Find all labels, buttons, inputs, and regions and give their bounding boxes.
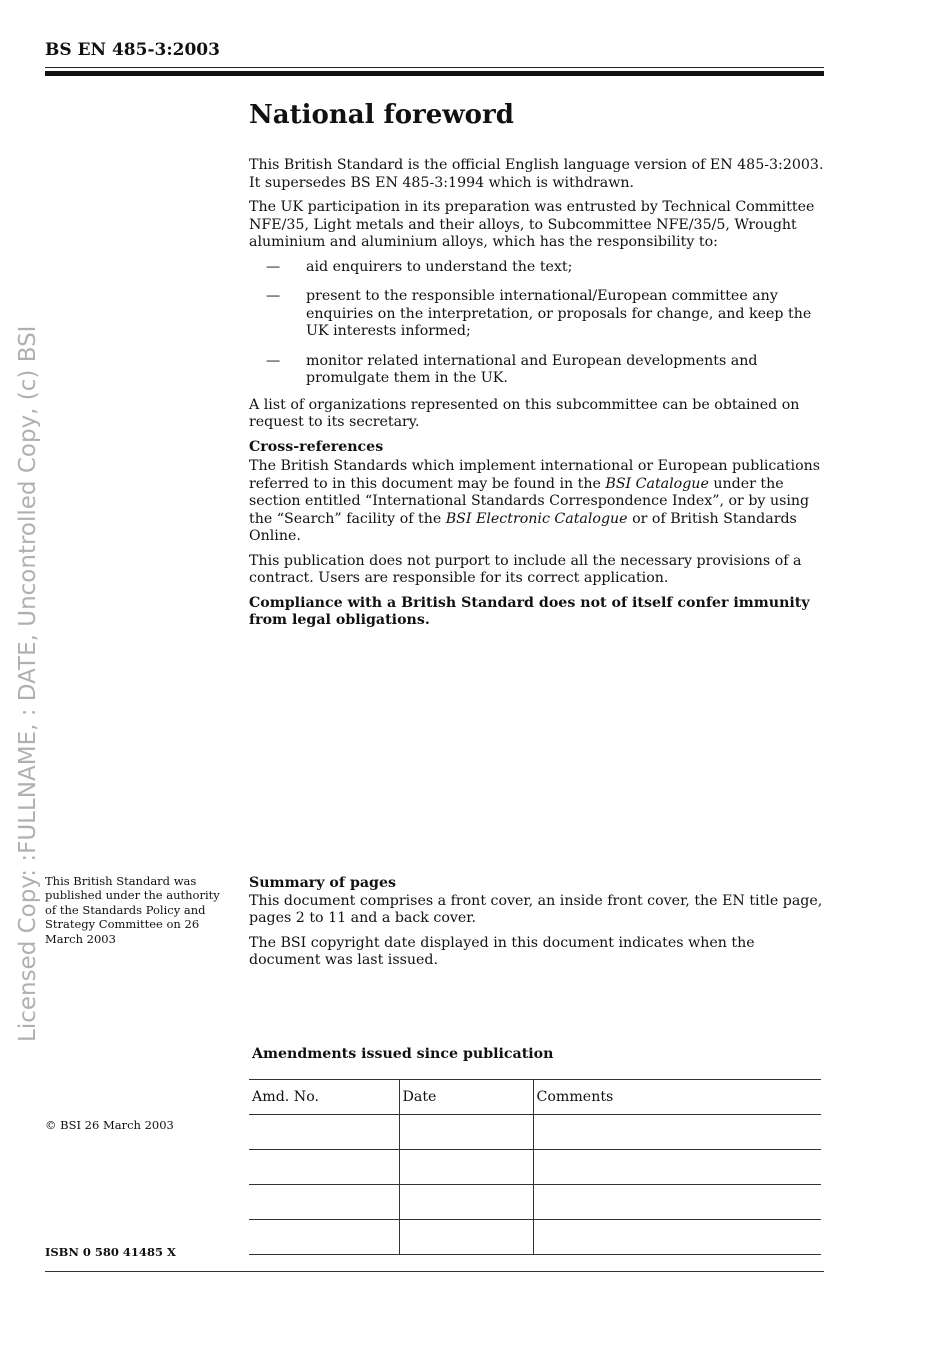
header-rule-thin [45, 67, 824, 68]
list-dash: — [266, 352, 281, 369]
list-item-text: present to the responsible international/European committee any enquiries on the interpretation, or proposals for change, and keep the UK interests informed; [306, 288, 812, 339]
list-item [249, 259, 829, 277]
document-code: BS EN 485-3:2003 [45, 40, 220, 60]
amendments-table [249, 1079, 821, 1255]
bsi-catalogue-title: BSI Catalogue [605, 475, 709, 492]
header-rule-thick [45, 71, 824, 76]
list-item [249, 288, 829, 341]
crossref-text-1: The British Standards which implement international or European publications referred to in this document may be found in the [249, 458, 821, 492]
list-item-text: aid enquirers to understand the text; [306, 258, 573, 275]
publication-authority-note: This British Standard was published under the authority of the Standards Policy and Strategy Committee on 26 March 2003 [45, 874, 220, 946]
list-dash: — [266, 288, 281, 304]
column-header-comments: Comments [533, 1080, 821, 1115]
column-header-amd-no: Amd. No. [249, 1080, 399, 1115]
table-row [249, 1220, 821, 1255]
table-cell [533, 1150, 821, 1185]
foreword-paragraph-1: This British Standard is the official English language version of EN 485-3:2003. It supersedes BS EN 485-3:1994 which is withdrawn. [249, 157, 824, 191]
column-header-date: Date [399, 1080, 533, 1115]
foreword-body [249, 157, 829, 637]
table-cell [249, 1220, 399, 1255]
table-row [249, 1185, 821, 1220]
bsi-electronic-catalogue-title: BSI Electronic Catalogue [445, 510, 628, 527]
summary-of-pages [249, 875, 829, 977]
summary-paragraph-2: The BSI copyright date displayed in this document indicates when the document was last issued. [249, 934, 755, 968]
table-cell [533, 1185, 821, 1220]
page-title: National foreword [249, 100, 514, 130]
summary-heading: Summary of pages [249, 875, 396, 891]
foreword-paragraph-4: This publication does not purport to include all the necessary provisions of a contract. Users are responsible for its correct application. [249, 552, 802, 586]
crossref-heading: Cross-references [249, 438, 384, 455]
table-cell [249, 1115, 399, 1150]
table-row [249, 1115, 821, 1150]
isbn: ISBN 0 580 41485 X [45, 1245, 176, 1259]
table-header-row [249, 1080, 821, 1115]
footer-rule [45, 1271, 824, 1272]
copyright-note: © BSI 26 March 2003 [45, 1118, 174, 1132]
summary-paragraph-1: This document comprises a front cover, an inside front cover, the EN title page, pages 2 to 11 and a back cover. [249, 892, 823, 926]
foreword-paragraph-3: A list of organizations represented on this subcommittee can be obtained on request to its secretary. [249, 396, 800, 430]
table-cell [533, 1220, 821, 1255]
list-item-text: monitor related international and European developments and promulgate them in the UK. [306, 352, 758, 386]
list-item [249, 353, 829, 388]
table-cell [399, 1220, 533, 1255]
crossref-paragraph [249, 458, 829, 546]
crossref-text-3: or of British Standards Online. [249, 510, 797, 544]
table-cell [533, 1115, 821, 1150]
foreword-paragraph-2: The UK participation in its preparation was entrusted by Technical Committee NFE/35, Light metals and their alloys, to Subcommittee NFE/35/5, Wrought aluminium and aluminium alloys, which has the responsibility to: [249, 199, 815, 250]
table-row [249, 1150, 821, 1185]
table-cell [249, 1185, 399, 1220]
crossref-text-2: under the section entitled “International Standards Correspondence Index”, or by using the “Search” facility of the [249, 475, 810, 527]
responsibility-list [249, 259, 829, 388]
table-cell [399, 1115, 533, 1150]
list-dash: — [266, 258, 281, 275]
table-cell [399, 1150, 533, 1185]
table-cell [249, 1150, 399, 1185]
license-watermark: Licensed Copy: :FULLNAME, : DATE, Uncontrolled Copy, (c) BSI [15, 325, 41, 1042]
compliance-statement: Compliance with a British Standard does not of itself confer immunity from legal obligations. [249, 594, 810, 628]
amendments-title: Amendments issued since publication [252, 1046, 554, 1062]
table-cell [399, 1185, 533, 1220]
